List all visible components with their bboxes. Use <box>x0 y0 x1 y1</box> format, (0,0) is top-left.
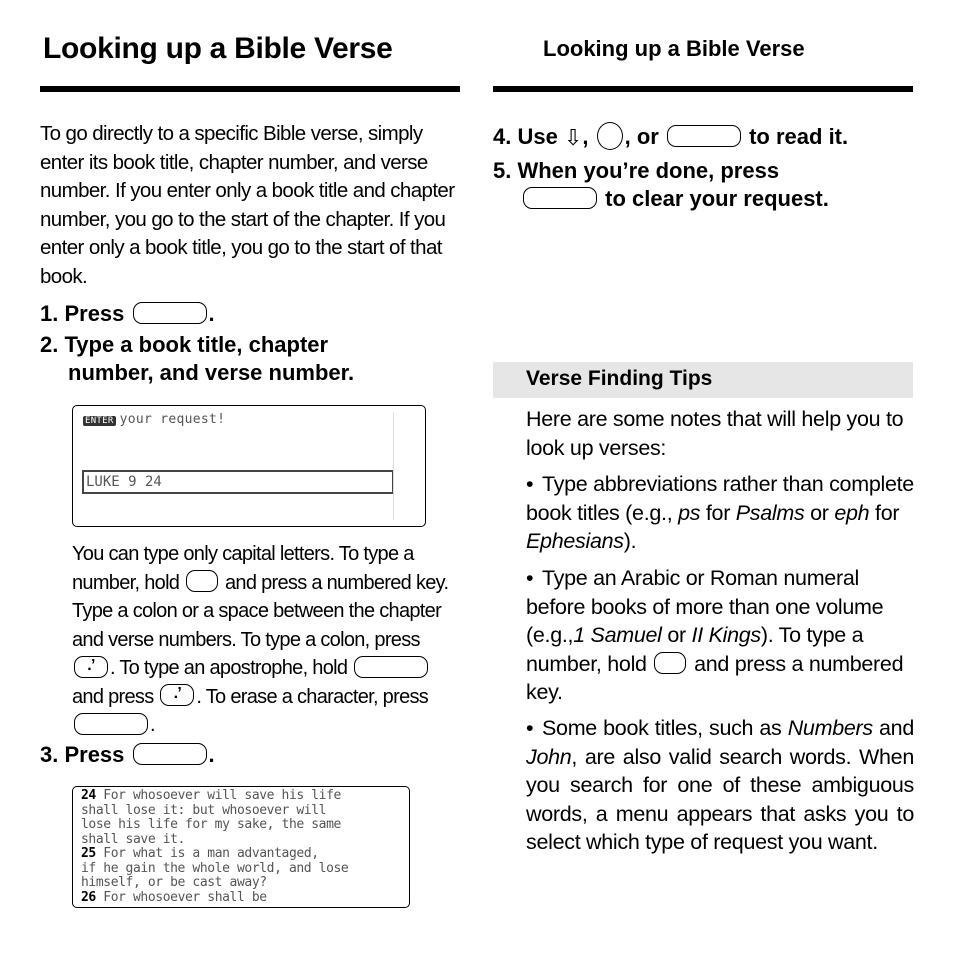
verse-text <box>81 789 401 905</box>
tip-text: Type abbreviations rather than complete book titles (e.g., <box>526 472 914 525</box>
space-key-icon <box>597 122 623 150</box>
device-screen-request <box>72 405 426 527</box>
verse-line: if he gain the whole world, and lose <box>81 860 349 876</box>
tip-bullet-3 <box>526 714 914 857</box>
tip-text: for <box>875 500 900 525</box>
verse-line: lose his life for my sake, the same <box>81 817 341 832</box>
page-title-right: Looking up a Bible Verse <box>543 36 805 61</box>
enter-key-icon <box>133 302 207 324</box>
title-rule-right <box>493 86 913 92</box>
bullet-icon: • <box>526 472 534 496</box>
tip-text: and press a numbered key. <box>526 651 904 704</box>
verse-line: himself, or be cast away? <box>81 875 267 890</box>
step-2-line2: number, and verse number. <box>68 360 355 385</box>
bullet-icon: • <box>526 566 534 590</box>
step-1-text: 1. Press <box>40 301 125 326</box>
step-4-text-a: 4. Use <box>493 124 558 149</box>
tips-intro: Here are some notes that will help you to look up verses: <box>526 407 904 460</box>
tip-ephesians: Ephesians <box>526 529 624 553</box>
note-e: . To erase a character, press <box>196 685 429 708</box>
step-5 <box>493 157 829 213</box>
tip-samuel: 1 Samuel <box>573 623 662 647</box>
tip-text: or <box>667 623 686 647</box>
request-entry-field: LUKE 9 24 <box>82 470 394 494</box>
down-arrow-icon: ⇩ <box>563 125 583 151</box>
note-d: and press <box>72 685 154 708</box>
tip-text: ). To type a number, hold <box>526 623 864 676</box>
back-key-icon <box>74 713 148 735</box>
tip-text: and <box>879 716 914 740</box>
verse-number-24: 24 <box>81 788 96 803</box>
note-f: . <box>150 714 155 736</box>
verse-line: For what is a man advantaged, <box>103 846 319 861</box>
step-3: 3. Press . <box>40 742 215 767</box>
tip-text: , are also valid search words. When you search for one of these ambiguous words, a menu appears that asks you to select which type of request you want. <box>526 744 914 854</box>
note-a: You can type only capital letters. To type a number, hold <box>72 543 414 594</box>
tip-bullet-2 <box>526 564 914 707</box>
tip-john: John <box>526 744 572 769</box>
title-rule-left <box>40 86 460 92</box>
step-1: 1. Press . <box>40 301 215 326</box>
cap-key-icon <box>186 570 218 592</box>
verse-number-25: 25 <box>81 846 96 861</box>
prompt-text: your request! <box>119 412 226 427</box>
tip-eph: eph <box>834 500 870 525</box>
colon-key-icon: .’ <box>74 656 108 678</box>
tips-title: Verse Finding Tips <box>526 367 713 390</box>
clear-key-icon <box>523 187 597 209</box>
tip-psalms: Psalms <box>735 500 805 525</box>
step-2 <box>40 331 354 387</box>
screen-divider <box>393 412 394 520</box>
cap-key-wide-icon <box>354 656 428 678</box>
enter-key-icon-3 <box>667 125 741 147</box>
page-title-left: Looking up a Bible Verse <box>43 32 393 65</box>
tip-text: Type an Arabic or Roman numeral before books of more than one volume (e.g., <box>526 566 884 647</box>
verse-line: shall save it. <box>81 831 185 847</box>
cap-key-icon-2 <box>654 652 686 674</box>
enter-key-icon-2 <box>133 743 207 765</box>
note-c: . To type an apostrophe, hold <box>110 657 348 679</box>
enter-tag: ENTER <box>85 416 114 426</box>
device-screen-verse <box>72 786 410 908</box>
verse-line: For whosoever will save his life <box>103 788 341 803</box>
tip-bullet-1 <box>526 470 914 556</box>
step-4-text-c: to read it. <box>749 124 849 149</box>
tip-text: Some book titles, such as <box>542 716 782 740</box>
step-5-line2 <box>493 185 829 213</box>
tip-text: for <box>705 500 731 525</box>
step-3-text: 3. Press <box>40 742 125 767</box>
note-b: and press a numbered key. Type a colon or a space between the chapter and verse numbers. To type a colon, press <box>72 571 449 651</box>
step-5-line2-text: to clear your request. <box>605 186 829 211</box>
bullet-icon: • <box>526 716 534 740</box>
apostrophe-key-icon: .’ <box>160 684 194 706</box>
step-4: 4. Use ⇩, , or to read it. <box>493 124 849 151</box>
tip-kings: II Kings <box>691 623 761 647</box>
intro-paragraph: To go directly to a specific Bible verse, simply enter its book title, chapter number, and verse number. If you enter only a book title and chapter number, you go to the start of the chapter. If you enter only a book title, you go to the start of that book. <box>40 122 455 288</box>
tip-text: or <box>810 500 829 525</box>
screen-prompt <box>83 412 225 427</box>
verse-line: shall lose it: but whosoever will <box>81 802 327 818</box>
tip-ps: ps <box>678 500 701 525</box>
step-4-text-b: , or <box>624 124 659 149</box>
verse-number-26: 26 <box>81 889 96 905</box>
step-2-line1: 2. Type a book title, chapter <box>40 332 329 357</box>
tip-numbers: Numbers <box>787 716 873 740</box>
verse-line: For whosoever shall be <box>103 889 267 905</box>
step-5-line1: 5. When you’re done, press <box>493 158 780 183</box>
tip-text: ). <box>623 529 637 553</box>
input-note <box>72 540 460 740</box>
